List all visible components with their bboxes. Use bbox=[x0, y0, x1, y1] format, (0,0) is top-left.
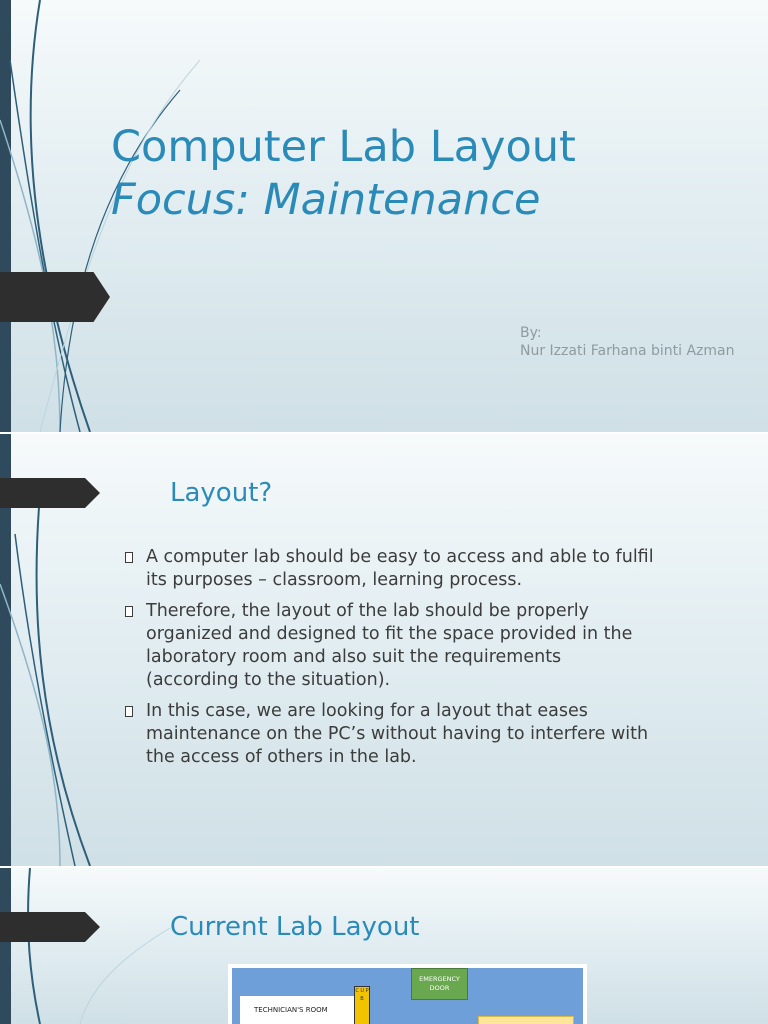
arrow-tab bbox=[0, 478, 100, 508]
slide-3 bbox=[0, 868, 768, 1024]
bullet-icon bbox=[125, 552, 133, 563]
arrow-tab bbox=[0, 272, 110, 322]
decorative-swoosh-lines bbox=[0, 868, 200, 1024]
bullet-list bbox=[125, 546, 655, 777]
bullet-item bbox=[125, 546, 655, 592]
bullet-icon bbox=[125, 706, 133, 717]
slide-subtitle: Focus: Maintenance bbox=[111, 175, 541, 225]
author-block bbox=[520, 324, 735, 360]
bullet-item bbox=[125, 600, 655, 692]
bullet-item bbox=[125, 700, 655, 769]
bullet-text: Therefore, the layout of the lab should be properly organized and designed to fit the space provided in the laboratory room and also suit the requirements (according to the situation). bbox=[146, 601, 633, 690]
section-heading: Layout? bbox=[170, 478, 273, 508]
yellow-area bbox=[478, 1016, 574, 1024]
slide-1 bbox=[0, 0, 768, 432]
technicians-room: TECHNICIAN'S ROOM bbox=[240, 996, 360, 1024]
bullet-icon bbox=[125, 606, 133, 617]
author-name: Nur Izzati Farhana binti Azman bbox=[520, 343, 735, 359]
bullet-text: In this case, we are looking for a layout that eases maintenance on the PC’s without having to interfere with the access of others in the lab. bbox=[146, 701, 649, 767]
by-label: By: bbox=[520, 325, 542, 341]
bullet-text: A computer lab should be easy to access and able to fulfil its purposes – classroom, learning process. bbox=[146, 547, 654, 590]
emergency-door: EMERGENCY DOOR bbox=[411, 968, 468, 1000]
lab-floor bbox=[232, 968, 583, 1024]
slide-2 bbox=[0, 434, 768, 866]
arrow-tab bbox=[0, 912, 100, 942]
cupboard: C U P B bbox=[354, 986, 370, 1024]
lab-layout-diagram bbox=[228, 964, 587, 1024]
slide-title: Computer Lab Layout bbox=[111, 122, 576, 172]
section-heading: Current Lab Layout bbox=[170, 912, 420, 942]
